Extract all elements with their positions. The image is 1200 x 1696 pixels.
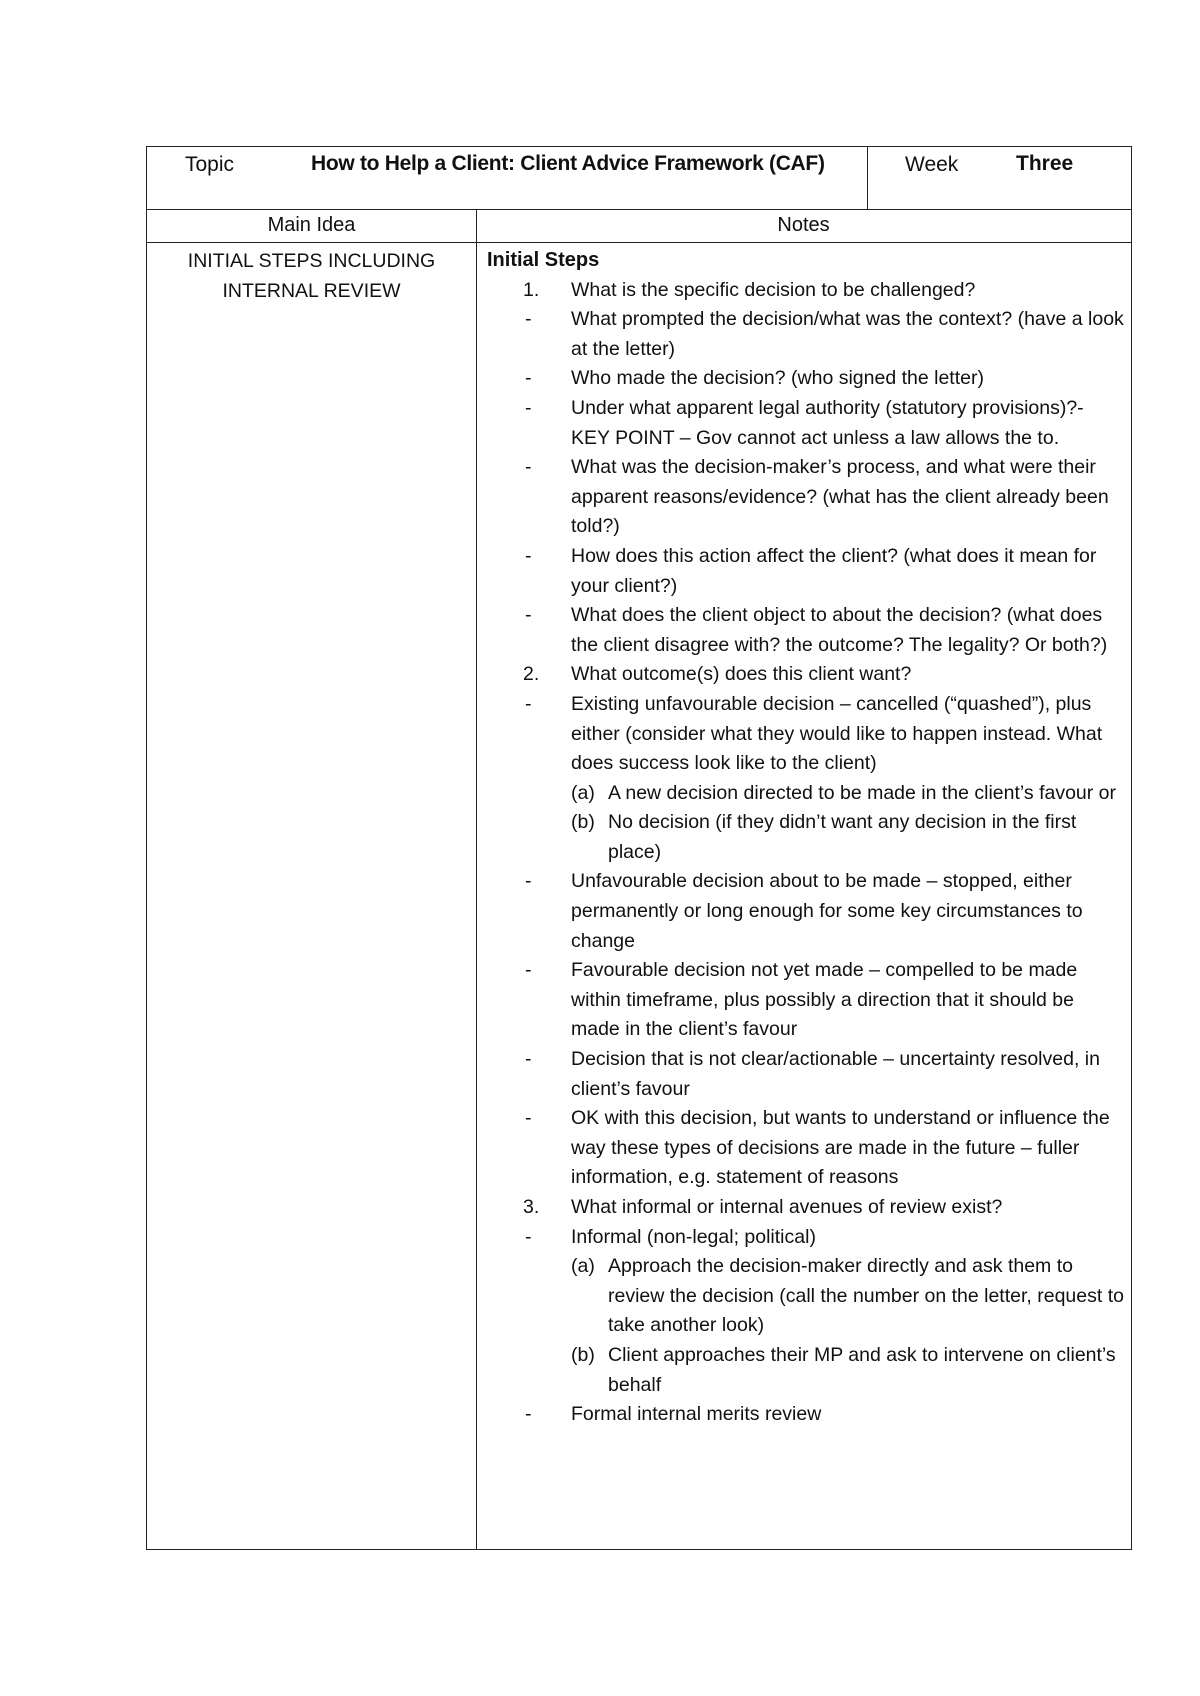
list-item-text: How does this action affect the client? (what does it mean for your client?) <box>571 544 1097 597</box>
list-item-text: Unfavourable decision about to be made – stopped, either permanently or long enough for some key circumstances to change <box>571 870 1083 952</box>
list-item-text: No decision (if they didn’t want any decision in the first place) <box>608 811 1077 863</box>
list-marker: - <box>525 870 532 893</box>
list-marker: - <box>525 604 532 627</box>
list-item-text: What prompted the decision/what was the context? (have a look at the letter) <box>571 308 1124 360</box>
list-item <box>487 660 1127 690</box>
notes-heading: Initial Steps <box>487 249 600 271</box>
list-marker: (a) <box>571 781 595 804</box>
list-marker: - <box>525 1107 532 1130</box>
week-value: Three <box>1016 152 1074 175</box>
list-marker: - <box>525 1403 532 1426</box>
list-item <box>487 394 1127 453</box>
list-item <box>487 305 1127 364</box>
list-marker: - <box>525 367 532 390</box>
list-item-text: What is the specific decision to be challenged? <box>571 278 976 301</box>
list-item-text: Decision that is not clear/actionable – uncertainty resolved, in client’s favour <box>571 1048 1100 1100</box>
main-idea-line: INITIAL STEPS INCLUDING <box>187 250 436 272</box>
list-item <box>487 276 1127 306</box>
list-marker: - <box>525 1225 532 1248</box>
main-idea-column-header: Main Idea <box>267 214 356 236</box>
list-item-text: What was the decision-maker’s process, and what were their apparent reasons/evidence? (what has the client already been told?) <box>571 456 1109 538</box>
list-item <box>487 1252 1127 1341</box>
list-item-text: Under what apparent legal authority (statutory provisions)?- KEY POINT – Gov cannot act unless a law allows the to. <box>571 396 1084 449</box>
notes-column-header: Notes <box>777 214 830 236</box>
list-marker: - <box>525 456 532 479</box>
list-item <box>487 1223 1127 1253</box>
list-item <box>487 1104 1127 1193</box>
list-marker: - <box>525 308 532 331</box>
main-idea-cell <box>147 246 476 306</box>
notes-cell <box>487 246 1127 1430</box>
list-item <box>487 453 1127 542</box>
list-item <box>487 364 1127 394</box>
list-item <box>487 690 1127 779</box>
list-item <box>487 779 1127 809</box>
list-marker: - <box>525 544 532 567</box>
list-item-text: What informal or internal avenues of review exist? <box>571 1196 1003 1218</box>
list-item <box>487 1341 1127 1400</box>
topic-title: How to Help a Client: Client Advice Framework (CAF) <box>311 152 825 175</box>
list-item-text: OK with this decision, but wants to understand or influence the way these types of decisions are made in the future – fuller information, e.g. statement of reasons <box>571 1107 1110 1189</box>
list-marker: - <box>525 1048 532 1071</box>
list-item <box>487 1045 1127 1104</box>
header-divider <box>867 147 868 209</box>
list-item-text: Favourable decision not yet made – compelled to be made within timeframe, plus possibly a direction that it should be made in the client’s favour <box>571 959 1078 1041</box>
topic-label: Topic <box>185 153 235 176</box>
list-item <box>487 542 1127 601</box>
list-item <box>487 808 1127 867</box>
list-marker: 2. <box>523 663 540 686</box>
column-divider <box>476 210 477 1549</box>
list-marker: (a) <box>571 1255 595 1278</box>
list-item-text: Who made the decision? (who signed the letter) <box>571 367 984 390</box>
list-item-text: A new decision directed to be made in the client’s favour or <box>608 781 1117 804</box>
list-marker: 3. <box>523 1196 540 1218</box>
notes-table <box>146 210 1132 1550</box>
list-item-text: Client approaches their MP and ask to intervene on client’s behalf <box>608 1343 1116 1396</box>
list-item-text: Approach the decision-maker directly and ask them to review the decision (call the number on the letter, request to take another look) <box>608 1255 1124 1337</box>
main-idea-line: INTERNAL REVIEW <box>222 280 401 302</box>
list-item <box>487 956 1127 1045</box>
list-marker: 1. <box>523 278 540 301</box>
week-label: Week <box>905 153 959 176</box>
list-marker: (b) <box>571 1343 595 1366</box>
list-item <box>487 867 1127 956</box>
list-marker: (b) <box>571 811 595 834</box>
header-table <box>146 146 1132 210</box>
list-item <box>487 1400 1127 1430</box>
list-marker: - <box>525 396 532 419</box>
list-item-text: What outcome(s) does this client want? <box>571 663 912 686</box>
list-item <box>487 601 1127 660</box>
list-marker: - <box>525 959 532 982</box>
list-item-text: Informal (non-legal; political) <box>571 1225 816 1248</box>
list-item-text: Formal internal merits review <box>571 1403 822 1426</box>
list-item-text: What does the client object to about the decision? (what does the client disagree with? the outcome? The legality? Or both?) <box>571 604 1108 656</box>
list-item <box>487 1193 1127 1223</box>
list-item-text: Existing unfavourable decision – cancelled (“quashed”), plus either (consider what they would like to happen instead. What does success look like to the client) <box>571 692 1103 775</box>
list-marker: - <box>525 692 532 715</box>
header-row-divider <box>147 242 1131 243</box>
